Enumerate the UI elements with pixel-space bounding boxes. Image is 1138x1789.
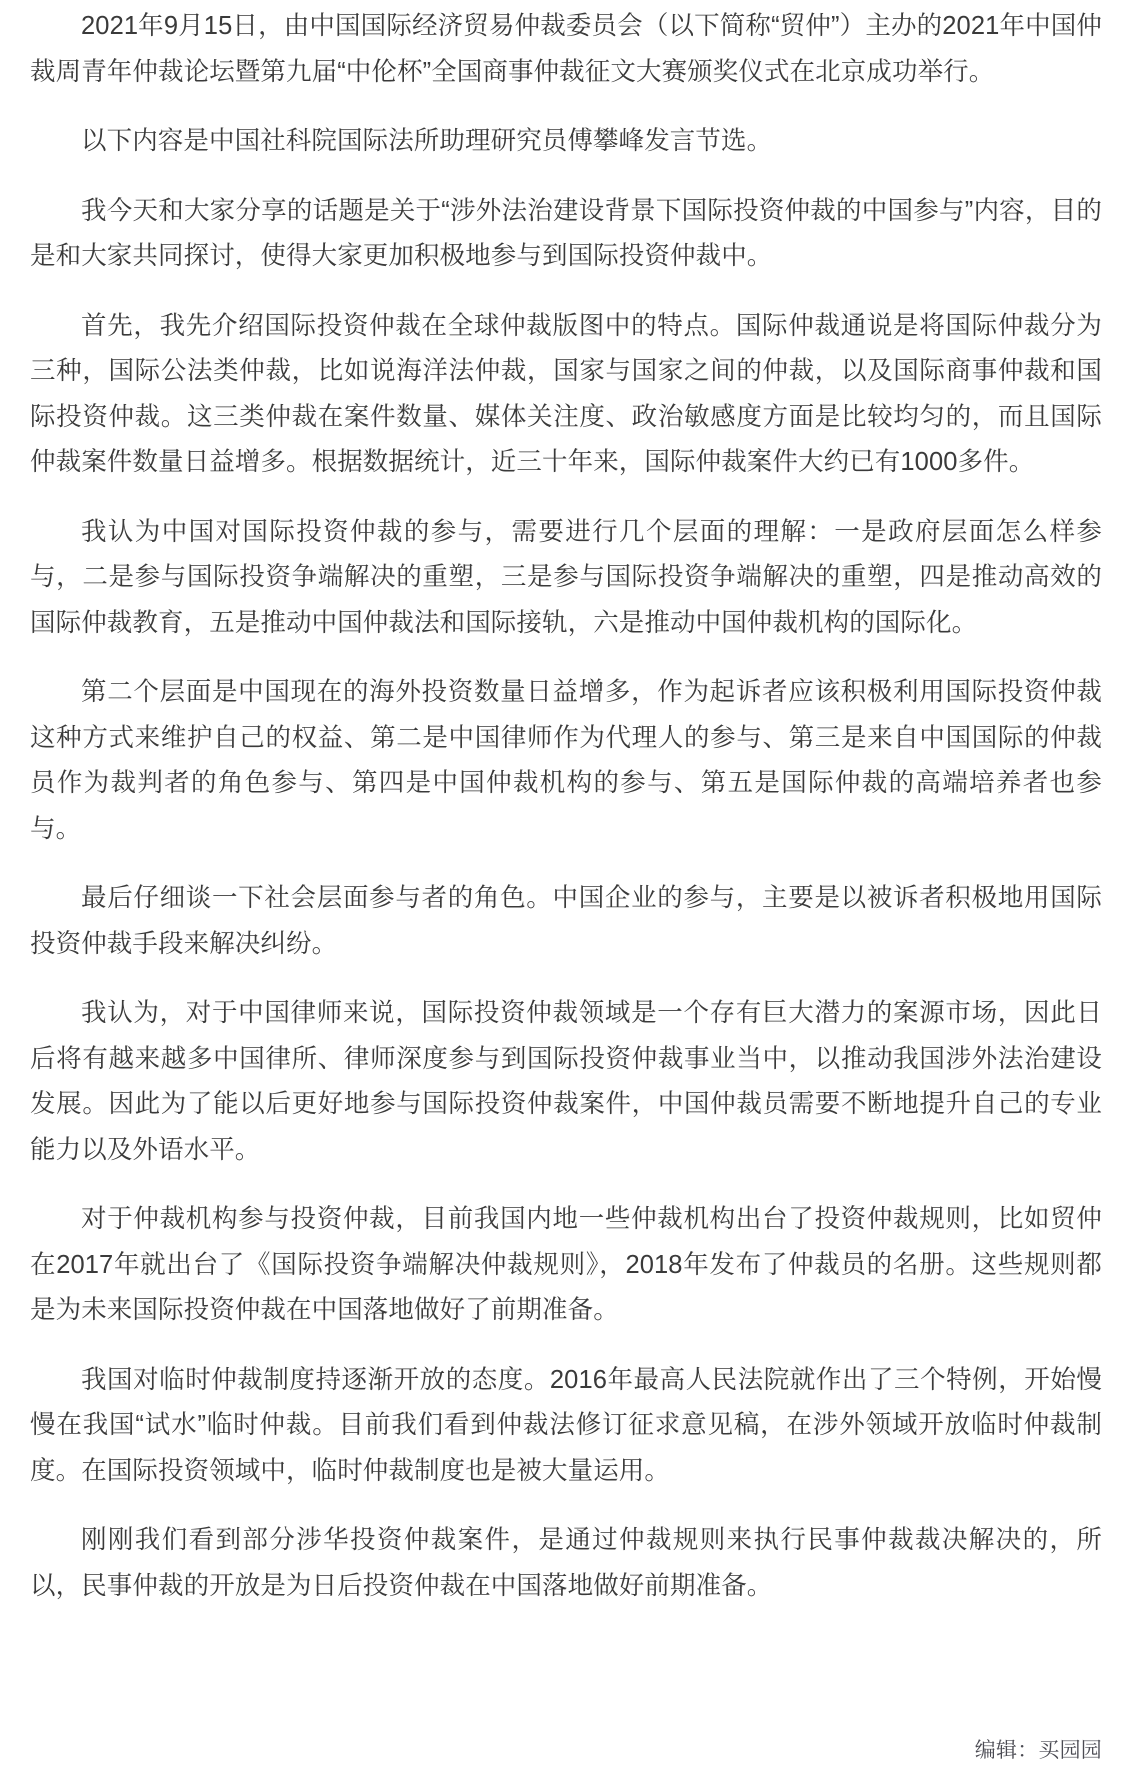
paragraph: 2021年9月15日，由中国国际经济贸易仲裁委员会（以下简称“贸仲”）主办的2021年中国仲裁周青年仲裁论坛暨第九届“中伦杯”全国商事仲裁征文大赛颁奖仪式在北京成功举行。 [30, 12, 1102, 86]
paragraph: 我国对临时仲裁制度持逐渐开放的态度。2016年最高人民法院就作出了三个特例，开始慢慢在我国“试水”临时仲裁。目前我们看到仲裁法修订征求意见稿，在涉外领域开放临时仲裁制度。在国际投资领域中，临时仲裁制度也是被大量运用。 [30, 1365, 1102, 1485]
paragraph: 第二个层面是中国现在的海外投资数量日益增多，作为起诉者应该积极利用国际投资仲裁这种方式来维护自己的权益、第二是中国律师作为代理人的参与、第三是来自中国国际的仲裁员作为裁判者的角色参与、第四是中国仲裁机构的参与、第五是国际仲裁的高端培养者也参与。 [30, 678, 1102, 843]
paragraph: 首先，我先介绍国际投资仲裁在全球仲裁版图中的特点。国际仲裁通说是将国际仲裁分为三种，国际公法类仲裁，比如说海洋法仲裁，国家与国家之间的仲裁，以及国际商事仲裁和国际投资仲裁。这三类仲裁在案件数量、媒体关注度、政治敏感度方面是比较均匀的，而且国际仲裁案件数量日益增多。根据数据统计，近三十年来，国际仲裁案件大约已有1000多件。 [30, 311, 1102, 476]
article-body [30, 4, 1102, 1609]
paragraph: 刚刚我们看到部分涉华投资仲裁案件，是通过仲裁规则来执行民事仲裁裁决解决的，所以，民事仲裁的开放是为日后投资仲裁在中国落地做好前期准备。 [30, 1526, 1102, 1600]
paragraph: 以下内容是中国社科院国际法所助理研究员傅攀峰发言节选。 [81, 127, 773, 155]
paragraph: 我今天和大家分享的话题是关于“涉外法治建设背景下国际投资仲裁的中国参与”内容，目的是和大家共同探讨，使得大家更加积极地参与到国际投资仲裁中。 [30, 196, 1102, 270]
paragraph: 我认为中国对国际投资仲裁的参与，需要进行几个层面的理解：一是政府层面怎么样参与，二是参与国际投资争端解决的重塑，三是参与国际投资争端解决的重塑，四是推动高效的国际仲裁教育，五是推动中国仲裁法和国际接轨，六是推动中国仲裁机构的国际化。 [30, 517, 1102, 637]
paragraph: 对于仲裁机构参与投资仲裁，目前我国内地一些仲裁机构出台了投资仲裁规则，比如贸仲在2017年就出台了《国际投资争端解决仲裁规则》，2018年发布了仲裁员的名册。这些规则都是为未来国际投资仲裁在中国落地做好了前期准备。 [30, 1205, 1102, 1324]
editor-credit: 编辑：买园园 [974, 1739, 1102, 1762]
paragraph: 最后仔细谈一下社会层面参与者的角色。中国企业的参与，主要是以被诉者积极地用国际投资仲裁手段来解决纠纷。 [30, 884, 1102, 958]
paragraph: 我认为，对于中国律师来说，国际投资仲裁领域是一个存有巨大潜力的案源市场，因此日后将有越来越多中国律所、律师深度参与到国际投资仲裁事业当中，以推动我国涉外法治建设发展。因此为了能以后更好地参与国际投资仲裁案件，中国仲裁员需要不断地提升自己的专业能力以及外语水平。 [30, 999, 1102, 1164]
